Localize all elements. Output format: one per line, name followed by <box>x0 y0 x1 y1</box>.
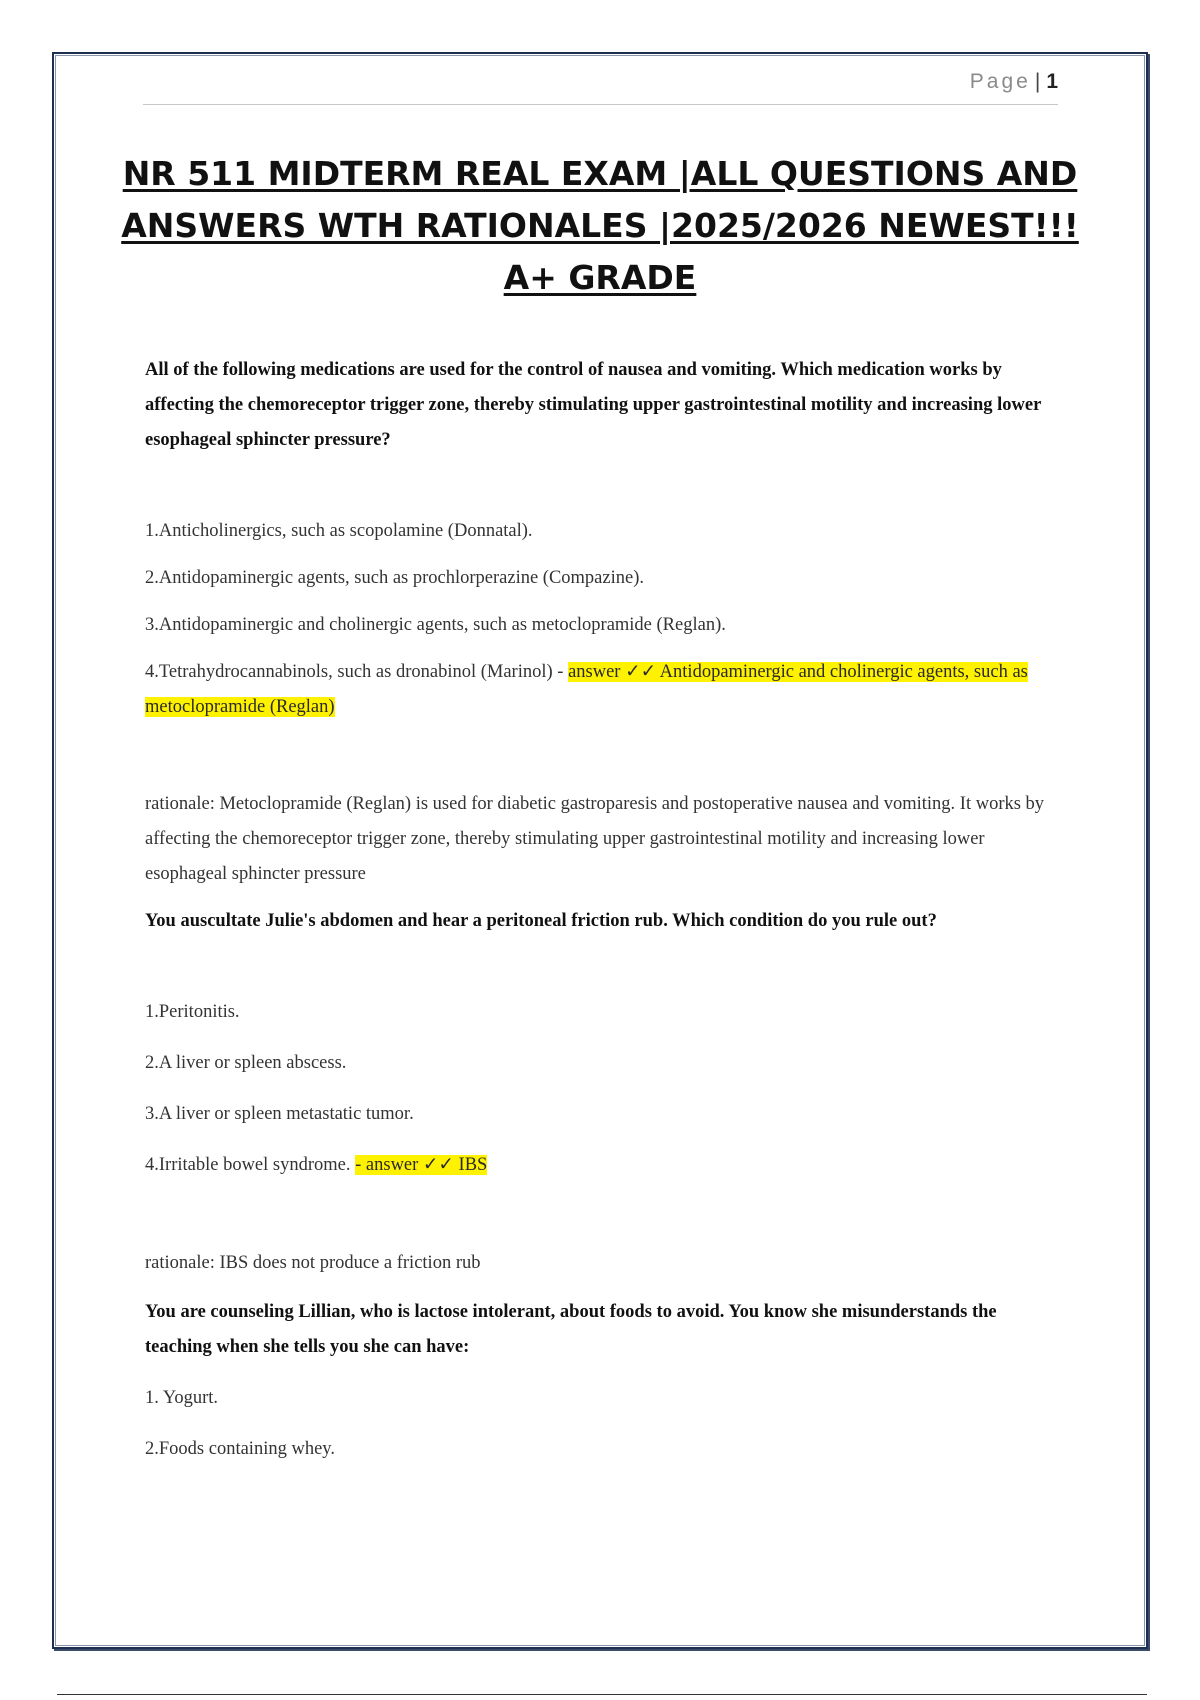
question-3-option-1: 1. Yogurt. <box>145 1388 218 1408</box>
page-separator: | <box>1034 70 1041 93</box>
question-2-option-4 <box>145 1148 1065 1183</box>
question-1-option-3: 3.Antidopaminergic and cholinergic agents, such as metoclopramide (Reglan). <box>145 615 726 635</box>
document-title: NR 511 MIDTERM REAL EXAM |ALL QUESTIONS AND ANSWERS WTH RATIONALES |2025/2026 NEWEST!!! A+ GRADE <box>121 154 1079 297</box>
question-2-rationale: rationale: IBS does not produce a friction rub <box>145 1253 481 1273</box>
question-1-option-2: 2.Antidopaminergic agents, such as prochlorperazine (Compazine). <box>145 568 644 588</box>
page-label: Page <box>969 70 1031 93</box>
question-3-option-2: 2.Foods containing whey. <box>145 1439 335 1459</box>
question-2-option-2: 2.A liver or spleen abscess. <box>145 1053 347 1073</box>
question-2-option-3: 3.A liver or spleen metastatic tumor. <box>145 1104 414 1124</box>
question-1-option-4-text: 4.Tetrahydrocannabinols, such as dronabinol (Marinol) - <box>145 662 569 682</box>
question-2-answer: - answer ✓✓ IBS <box>355 1155 488 1175</box>
question-1-answer: answer ✓✓ Antidopaminergic and cholinergic agents, such as metoclopramide (Reglan) <box>145 662 1028 717</box>
question-1-rationale: rationale: Metoclopramide (Reglan) is used for diabetic gastroparesis and postoperative nausea and vomiting. It works by affecting the chemoreceptor trigger zone, thereby stimulating upper gastrointestinal motility and increasing lower esophageal sphincter pressure <box>145 794 1045 884</box>
bottom-rule <box>57 1694 1147 1695</box>
page-number-value: 1 <box>1046 70 1058 93</box>
question-2-text: You auscultate Julie's abdomen and hear a peritoneal friction rub. Which condition do you rule out? <box>145 911 937 931</box>
question-2-option-1: 1.Peritonitis. <box>145 1002 240 1022</box>
page-number <box>970 70 1058 94</box>
question-1-option-4 <box>145 655 1065 725</box>
document-body <box>145 353 1065 1467</box>
question-3-text: You are counseling Lillian, who is lactose intolerant, about foods to avoid. You know she misunderstands the teaching when she tells you she can have: <box>145 1302 997 1357</box>
question-1-option-1: 1.Anticholinergics, such as scopolamine (Donnatal). <box>145 521 533 541</box>
page-header <box>143 70 1058 105</box>
question-2-option-4-text: 4.Irritable bowel syndrome. <box>145 1155 356 1175</box>
question-1-text: All of the following medications are used for the control of nausea and vomiting. Which medication works by affecting the chemoreceptor trigger zone, thereby stimulating upper gastrointestinal motility and increasing lower esophageal sphincter pressure? <box>145 360 1041 450</box>
